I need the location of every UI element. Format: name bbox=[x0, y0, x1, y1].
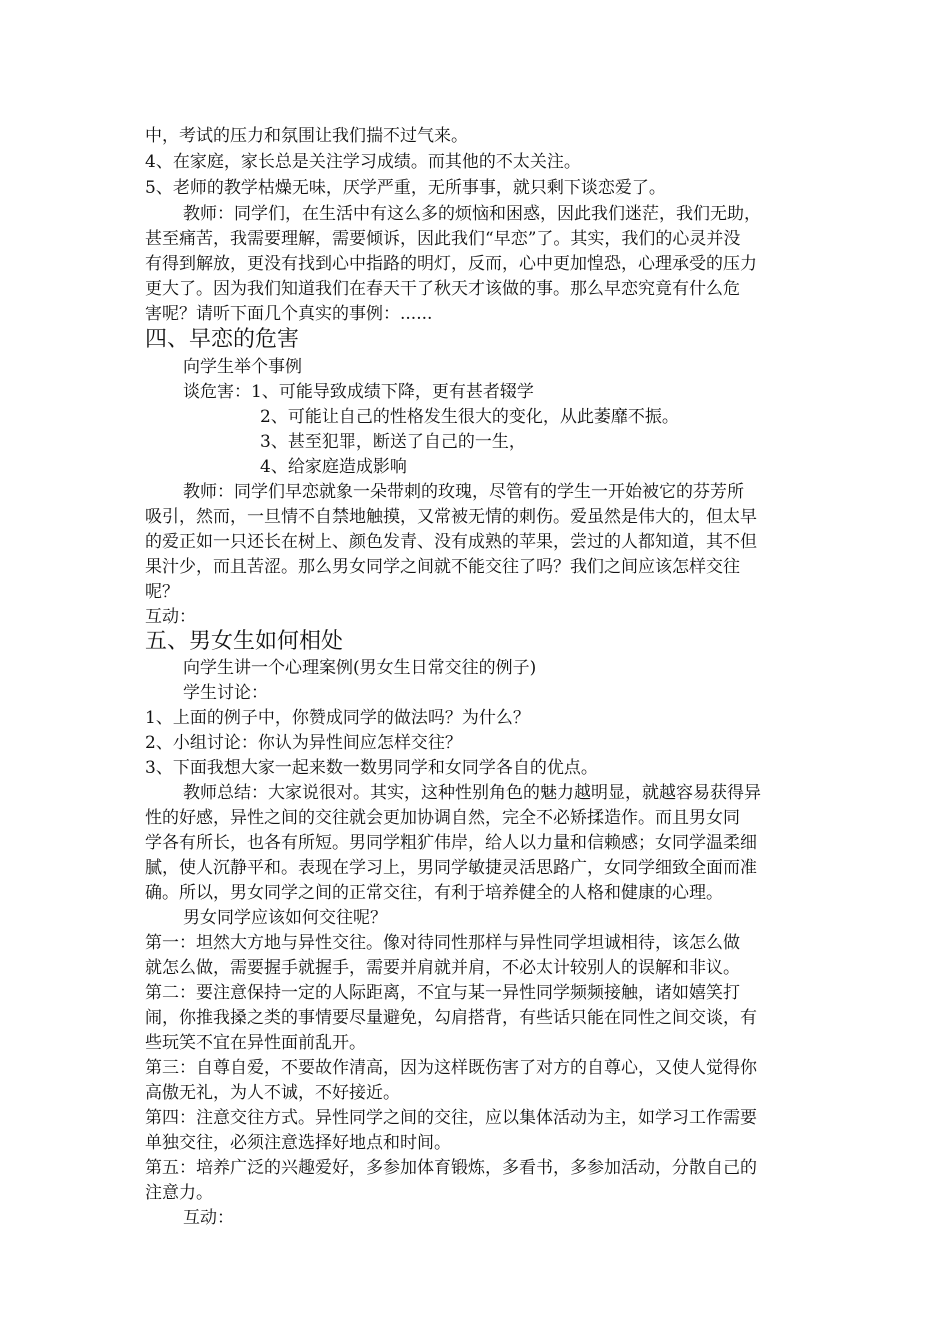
paragraph-line: 教师：同学们早恋就象一朵带刺的玫瑰，尽管有的学生一开始被它的芬芳所 bbox=[183, 482, 744, 502]
paragraph-line: 更大了。因为我们知道我们在春天干了秋天才该做的事。那么早恋究竟有什么危 bbox=[145, 279, 740, 299]
paragraph-line: 腻，使人沉静平和。表现在学习上，男同学敏捷灵活思路广，女同学细致全面而准 bbox=[145, 858, 757, 878]
paragraph-line: 第三：自尊自爱，不要故作清高，因为这样既伤害了对方的自尊心，又使人觉得你 bbox=[145, 1058, 757, 1078]
paragraph-line: 向学生举个事例 bbox=[183, 357, 302, 377]
paragraph-line: 果汁少，而且苦涩。那么男女同学之间就不能交往了吗？我们之间应该怎样交往 bbox=[145, 557, 740, 577]
list-item: 3、下面我想大家一起来数一数男同学和女同学各自的优点。 bbox=[145, 758, 598, 778]
paragraph-line: 第一：坦然大方地与异性交往。像对待同性那样与异性同学坦诚相待，该怎么做 bbox=[145, 933, 740, 953]
paragraph-line: 就怎么做，需要握手就握手，需要并肩就并肩，不必太计较别人的误解和非议。 bbox=[145, 958, 740, 978]
paragraph-line: 高傲无礼，为人不诚，不好接近。 bbox=[145, 1083, 400, 1103]
paragraph-line: 学各有所长，也各有所短。男同学粗犷伟岸，给人以力量和信赖感；女同学温柔细 bbox=[145, 833, 757, 853]
paragraph-line: 确。所以，男女同学之间的正常交往，有利于培养健全的人格和健康的心理。 bbox=[145, 883, 723, 903]
paragraph-line: 第二：要注意保持一定的人际距离，不宜与某一异性同学频频接触，诸如嬉笑打 bbox=[145, 983, 740, 1003]
paragraph-line: 第四：注意交往方式。异性同学之间的交往，应以集体活动为主，如学习工作需要 bbox=[145, 1108, 757, 1128]
list-item: 5、老师的教学枯燥无味，厌学严重，无所事事，就只剩下谈恋爱了。 bbox=[145, 178, 666, 198]
list-item: 谈危害：1、可能导致成绩下降，更有甚者辍学 bbox=[183, 382, 534, 402]
list-item: 4、给家庭造成影响 bbox=[260, 457, 407, 477]
paragraph-line: 呢？ bbox=[145, 582, 179, 602]
paragraph-line: 有得到解放，更没有找到心中指路的明灯，反而，心中更加惶恐，心理承受的压力 bbox=[145, 254, 757, 274]
paragraph-line: 害呢？请听下面几个真实的事例：...... bbox=[145, 304, 433, 324]
section-heading-4: 四、早恋的危害 bbox=[145, 327, 300, 352]
paragraph-line: 学生讨论： bbox=[183, 683, 268, 703]
paragraph-line: 闹，你推我搡之类的事情要尽量避免，勾肩搭背，有些话只能在同性之间交谈，有 bbox=[145, 1008, 757, 1028]
list-item: 1、上面的例子中，你赞成同学的做法吗？为什么？ bbox=[145, 708, 530, 728]
paragraph-line: 中，考试的压力和氛围让我们揣不过气来。 bbox=[145, 126, 468, 146]
paragraph-line: 互动： bbox=[145, 607, 196, 627]
paragraph-line: 向学生讲一个心理案例(男女生日常交往的例子) bbox=[183, 658, 537, 678]
paragraph-line: 单独交往，必须注意选择好地点和时间。 bbox=[145, 1133, 451, 1153]
list-item: 4、在家庭，家长总是关注学习成绩。而其他的不太关注。 bbox=[145, 152, 581, 172]
paragraph-line: 的爱正如一只还长在树上、颜色发青、没有成熟的苹果，尝过的人都知道，其不但 bbox=[145, 532, 757, 552]
paragraph-line: 些玩笑不宜在异性面前乱开。 bbox=[145, 1033, 366, 1053]
paragraph-line: 男女同学应该如何交往呢？ bbox=[183, 908, 387, 928]
paragraph-line: 吸引，然而，一旦情不自禁地触摸，又常被无情的刺伤。爱虽然是伟大的，但太早 bbox=[145, 507, 757, 527]
paragraph-line: 甚至痛苦，我需要理解，需要倾诉，因此我们“早恋”了。其实，我们的心灵并没 bbox=[145, 229, 741, 249]
paragraph-line: 性的好感，异性之间的交往就会更加协调自然，完全不必矫揉造作。而且男女同 bbox=[145, 808, 740, 828]
paragraph-line: 第五：培养广泛的兴趣爱好，多参加体育锻炼，多看书，多参加活动，分散自己的 bbox=[145, 1158, 757, 1178]
list-item: 3、甚至犯罪，断送了自己的一生， bbox=[260, 432, 526, 452]
paragraph-line: 教师：同学们，在生活中有这么多的烦恼和困惑，因此我们迷茫，我们无助， bbox=[183, 204, 761, 224]
paragraph-line: 教师总结：大家说很对。其实，这种性别角色的魅力越明显，就越容易获得异 bbox=[183, 783, 761, 803]
paragraph-line: 注意力。 bbox=[145, 1183, 213, 1203]
list-item: 2、小组讨论：你认为异性间应怎样交往？ bbox=[145, 733, 462, 753]
list-item: 2、可能让自己的性格发生很大的变化，从此萎靡不振。 bbox=[260, 407, 679, 427]
paragraph-line: 互动： bbox=[183, 1208, 234, 1228]
section-heading-5: 五、男女生如何相处 bbox=[145, 629, 344, 654]
